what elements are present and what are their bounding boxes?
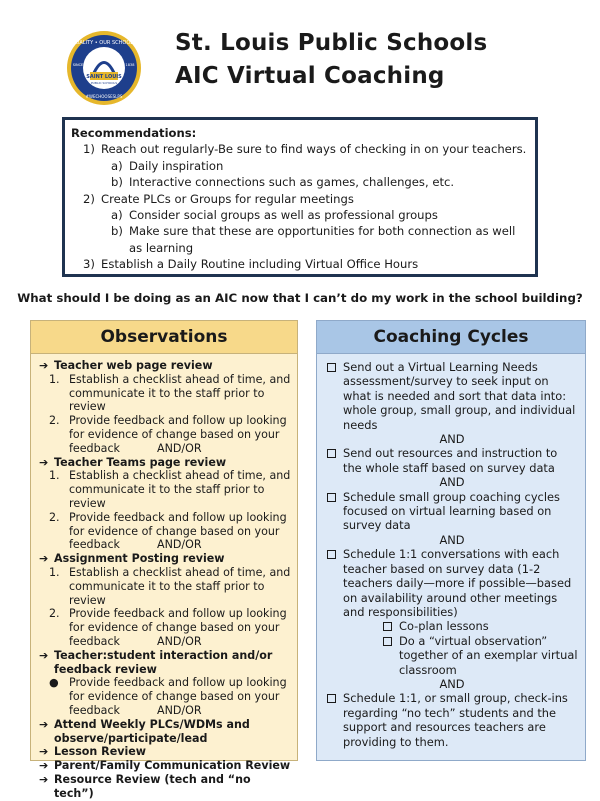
rec-item-number: 2) [83, 191, 95, 206]
arrow-icon: ➔ [39, 648, 49, 662]
obs-line: feedback [69, 703, 120, 717]
coach-line: whole group, small group, and individual [343, 403, 576, 418]
obs-subitem [39, 373, 291, 414]
obs-item [39, 359, 291, 373]
coaching-item [325, 490, 579, 533]
and-label: AND [439, 432, 465, 447]
and-label: AND [439, 676, 465, 691]
checkbox-icon [383, 637, 392, 646]
bullet-icon: ● [49, 676, 59, 690]
obs-line: Establish a checklist ahead of time, and [69, 469, 291, 483]
obs-subitem-number: 1. [49, 372, 60, 386]
coaching-item [325, 446, 579, 475]
obs-subitem-number: 1. [49, 565, 60, 579]
obs-item [39, 745, 291, 759]
observations-panel [30, 320, 298, 800]
obs-line: Provide feedback and follow up looking [69, 414, 287, 428]
obs-item-text: Parent/Family Communication Review [54, 759, 291, 773]
rec-item-2 [71, 191, 529, 207]
obs-item-text: Teacher web page review [54, 359, 213, 372]
obs-subitem [39, 414, 291, 455]
rec-subitem-text: Consider social groups as well as professional groups [129, 208, 438, 223]
and-label: AND [439, 532, 465, 547]
obs-subitem-number: 2. [49, 510, 60, 524]
rec-subitem-2b [71, 223, 529, 239]
obs-line: Provide feedback and follow up looking [69, 607, 287, 621]
obs-line: Establish a checklist ahead of time, and [69, 372, 291, 386]
coach-line: providing to them. [343, 734, 449, 749]
rec-subitem-letter: b) [111, 175, 123, 190]
obs-item-text: Resource Review (tech and “no tech”) [54, 772, 251, 800]
obs-item-text: Lesson Review [54, 745, 147, 759]
obs-line: feedback [69, 441, 120, 455]
and-or-label: AND/OR [157, 538, 202, 552]
obs-item-text: Teacher:student interaction and/or [54, 648, 273, 662]
rec-subitem-1a [71, 158, 529, 174]
rec-subitem-letter: a) [111, 208, 123, 223]
obs-item [39, 456, 291, 470]
coach-line: Send out resources and instruction to [343, 446, 558, 461]
coach-line: what is needed and sort that data into: [343, 388, 567, 403]
checkbox-icon [327, 550, 336, 559]
arrow-icon: ➔ [39, 552, 49, 566]
rec-subitem-text: Daily inspiration [129, 158, 224, 173]
obs-item-text: Attend Weekly PLCs/WDMs and [54, 717, 250, 731]
coach-line: Do a “virtual observation” [399, 633, 548, 648]
obs-line: Establish a checklist ahead of time, and [69, 565, 291, 579]
coaching-subitem [325, 619, 579, 633]
coaching-subitem [325, 634, 579, 677]
coach-line: survey data [343, 518, 411, 533]
arrow-icon: ➔ [39, 772, 49, 786]
rec-subitem-2a [71, 207, 529, 223]
coach-line: on availability around other meetings [343, 590, 558, 605]
coach-line: Send out a Virtual Learning Needs [343, 360, 538, 374]
seal-name-text: SAINT LOUIS [86, 74, 122, 80]
coaching-cycles-panel [316, 320, 586, 761]
obs-line: for evidence of change based on your [69, 427, 280, 441]
obs-line: for evidence of change based on your [69, 524, 280, 538]
coach-line: teachers daily—more if possible—based [343, 576, 572, 591]
obs-item [39, 718, 291, 746]
obs-line: Provide feedback and follow up looking [69, 510, 287, 524]
header [0, 0, 600, 115]
checkbox-icon [327, 363, 336, 372]
checkbox-icon [327, 694, 336, 703]
coaching-item [325, 547, 579, 619]
arrow-icon: ➔ [39, 455, 49, 469]
seal-year-text: 1838 [125, 63, 135, 67]
seal-sub-text: PUBLIC SCHOOLS [90, 81, 118, 85]
rec-item-number: 1) [83, 142, 95, 157]
and-or-label: AND/OR [157, 441, 202, 455]
obs-subitem-number: 2. [49, 414, 60, 428]
coach-line: focused on virtual learning based on [343, 504, 552, 519]
rec-item-text: Establish a Daily Routine including Virtual Office Hours [101, 257, 419, 272]
rec-item-3 [71, 256, 529, 272]
coach-line: the whole staff based on survey data [343, 460, 555, 475]
obs-subitem [39, 676, 291, 717]
coach-line: needs [343, 417, 378, 432]
page-title-program: AIC Virtual Coaching [175, 63, 445, 89]
obs-line: communicate it to the staff prior to review [69, 483, 265, 510]
seal-top-text: QUALITY • OUR SCHOOLS [71, 40, 137, 46]
obs-subitem [39, 511, 291, 552]
obs-line: communicate it to the staff prior to review [69, 579, 265, 607]
rec-subitem-letter: b) [111, 224, 123, 239]
coach-line: teacher based on survey data (1-2 [343, 561, 541, 576]
arrow-icon: ➔ [39, 717, 49, 731]
obs-line: for evidence of change based on your [69, 690, 280, 704]
checkbox-icon [327, 449, 336, 458]
coaching-item [325, 691, 579, 749]
coaching-item [325, 360, 579, 432]
checkbox-icon [383, 622, 392, 631]
observations-title: Observations [31, 321, 297, 354]
obs-item-text: Assignment Posting review [54, 552, 225, 566]
seal-bottom-text: #WECHOOSESLPS [85, 94, 123, 99]
obs-item-text: Teacher Teams page review [54, 455, 227, 469]
observations-list [31, 354, 297, 801]
obs-line: communicate it to the staff prior to review [69, 386, 265, 414]
coach-line: Co-plan lessons [399, 619, 489, 634]
coach-line: support and resources teachers are [343, 720, 546, 735]
rec-item-text: Create PLCs or Groups for regular meetings [101, 191, 354, 206]
obs-item [39, 773, 291, 801]
recommendations-heading: Recommendations: [71, 126, 197, 140]
rec-item-1 [71, 141, 529, 157]
rec-item-text: Reach out regularly-Be sure to find ways of checking in on your teachers. [101, 142, 527, 157]
coach-line: together of an exemplar virtual [399, 648, 578, 663]
and-or-label: AND/OR [157, 634, 202, 648]
coach-line: Schedule 1:1, or small group, check-ins [343, 691, 568, 706]
seal-since-text: SINCE [72, 63, 84, 67]
coach-line: classroom [399, 662, 457, 677]
page-title-district: St. Louis Public Schools [175, 30, 488, 56]
coach-line: regarding “no tech” students and the [343, 705, 557, 720]
obs-line: Provide feedback and follow up looking [69, 676, 287, 690]
obs-item [39, 649, 291, 677]
slps-seal-logo [66, 30, 142, 106]
coaching-list [317, 354, 585, 749]
obs-line: for evidence of change based on your [69, 621, 280, 635]
guiding-question: What should I be doing as an AIC now that I can’t do my work in the school building? [17, 291, 583, 305]
rec-subitem-text: Interactive connections such as games, challenges, etc. [129, 175, 455, 190]
recommendations-box [62, 117, 538, 277]
coach-line: Schedule 1:1 conversations with each [343, 547, 560, 562]
obs-subitem [39, 566, 291, 607]
rec-subitem-letter: a) [111, 158, 123, 173]
rec-subitem-text: Make sure that these are opportunities for both connection as well [129, 224, 516, 239]
rec-subitem-1b [71, 174, 529, 190]
obs-line: feedback [69, 538, 120, 552]
arrow-icon: ➔ [39, 759, 49, 773]
rec-subitem-2b-continued: as learning [129, 240, 194, 255]
and-label: AND [439, 475, 465, 490]
obs-item-text: feedback review [54, 662, 157, 676]
obs-subitem-number: 2. [49, 607, 60, 621]
arrow-icon: ➔ [39, 745, 49, 759]
obs-line: feedback [69, 634, 120, 648]
and-or-label: AND/OR [157, 703, 202, 717]
obs-subitem-number: 1. [49, 469, 60, 483]
coaching-cycles-title: Coaching Cycles [317, 321, 585, 354]
coach-line: and responsibilities) [343, 604, 458, 619]
obs-subitem [39, 607, 291, 648]
coach-line: Schedule small group coaching cycles [343, 489, 560, 504]
obs-item [39, 552, 291, 566]
rec-item-number: 3) [83, 257, 95, 272]
coach-line: assessment/survey to seek input on [343, 374, 549, 389]
checkbox-icon [327, 493, 336, 502]
obs-item-text: observe/participate/lead [54, 731, 208, 745]
obs-subitem [39, 469, 291, 510]
arrow-icon: ➔ [39, 359, 49, 372]
